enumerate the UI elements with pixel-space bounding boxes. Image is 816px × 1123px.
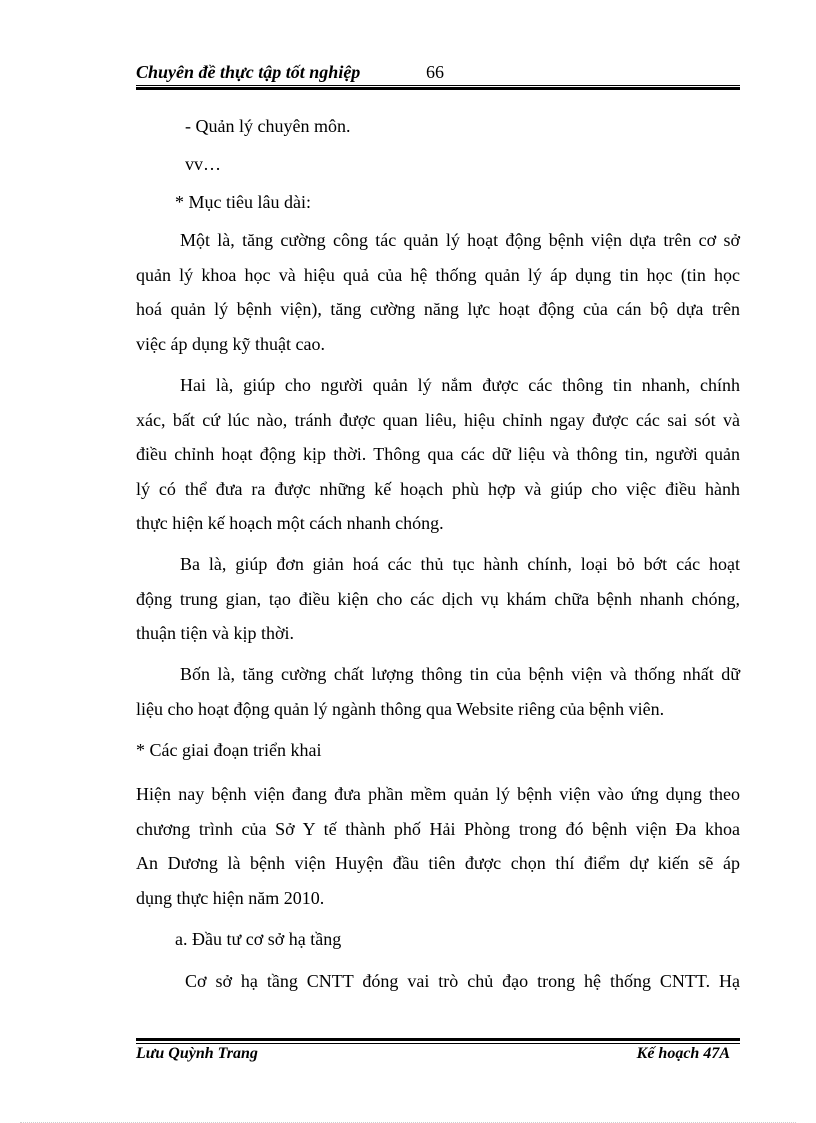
text-line: điều chỉnh hoạt động kịp thời. Thông qua các dữ liệu và thông tin, người quản xyxy=(136,444,740,464)
text-line: dụng thực hiện năm 2010. xyxy=(136,888,325,908)
document-title: Chuyên đề thực tập tốt nghiệp xyxy=(136,62,361,82)
footer-class: Kế hoạch 47A xyxy=(636,1045,730,1062)
text-line: quản lý khoa học và hiệu quả của hệ thống quản lý áp dụng tin học (tin học xyxy=(136,265,740,285)
subsection-heading: a. Đầu tư cơ sở hạ tầng xyxy=(175,929,342,949)
text-line: Bốn là, tăng cường chất lượng thông tin của bệnh viện và thống nhất dữ xyxy=(180,664,740,684)
text-line: liệu cho hoạt động quản lý ngành thông qua Website riêng của bệnh viên. xyxy=(136,699,665,719)
header-rule-thick xyxy=(136,87,740,90)
section-heading: * Các giai đoạn triển khai xyxy=(136,740,322,760)
text-line: thuận tiện và kịp thời. xyxy=(136,623,294,643)
text-line: Hiện nay bệnh viện đang đưa phần mềm quản lý bệnh viện vào ứng dụng theo xyxy=(136,784,740,804)
text-line: Ba là, giúp đơn giản hoá các thủ tục hành chính, loại bỏ bớt các hoạt xyxy=(180,554,740,574)
text-line: Cơ sở hạ tầng CNTT đóng vai trò chủ đạo trong hệ thống CNTT. Hạ xyxy=(185,971,740,991)
text-line: An Dương là bệnh viện Huyện đầu tiên được chọn thí điểm dự kiến sẽ áp xyxy=(136,853,740,873)
text-line: việc áp dụng kỹ thuật cao. xyxy=(136,334,325,354)
page-header xyxy=(136,60,740,84)
text-line: - Quản lý chuyên môn. xyxy=(185,116,351,136)
text-line: thực hiện kế hoạch một cách nhanh chóng. xyxy=(136,513,444,533)
footer-author: Lưu Quỳnh Trang xyxy=(136,1045,258,1062)
text-line: Một là, tăng cường công tác quản lý hoạt động bệnh viện dựa trên cơ sở xyxy=(180,230,740,250)
text-line: vv… xyxy=(185,154,221,174)
page-number: 66 xyxy=(426,62,444,82)
footer-rule-thick xyxy=(136,1038,740,1041)
text-line: Hai là, giúp cho người quản lý nắm được các thông tin nhanh, chính xyxy=(180,375,740,395)
footer-rule-thin xyxy=(136,1043,740,1044)
text-line: hoá quản lý bệnh viện), tăng cường năng lực hoạt động của cán bộ dựa trên xyxy=(136,299,740,319)
text-line: chương trình của Sở Y tế thành phố Hải Phòng trong đó bệnh viện Đa khoa xyxy=(136,819,740,839)
section-heading: * Mục tiêu lâu dài: xyxy=(175,192,311,212)
text-line: lý có thể đưa ra được những kế hoạch phù hợp và giúp cho việc điều hành xyxy=(136,479,740,499)
header-rule-thin xyxy=(136,85,740,86)
text-line: xác, bất cứ lúc nào, tránh được quan liêu, hiệu chỉnh ngay được các sai sót và xyxy=(136,410,740,430)
text-line: động trung gian, tạo điều kiện cho các dịch vụ khám chữa bệnh nhanh chóng, xyxy=(136,589,740,609)
